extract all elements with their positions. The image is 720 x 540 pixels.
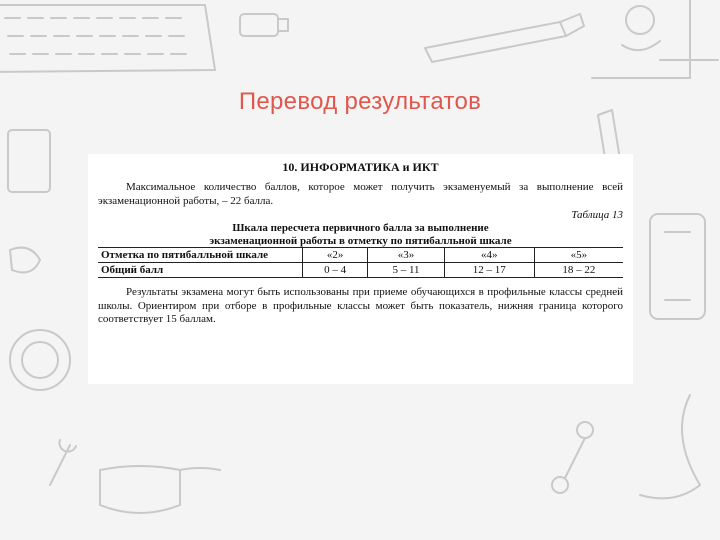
spoon-icon [50, 440, 76, 485]
results-usage-paragraph: Результаты экзамена могут быть использованы при приеме обучающихся в профильные классы средней школы. Ориентиром при отборе в профильные классы может быть показатель, нижняя граница которого соответствует 15 баллам. [98, 286, 623, 325]
grade-cell: «2» [303, 248, 368, 263]
score-range-cell: 12 – 17 [444, 263, 534, 278]
section-title: 10. ИНФОРМАТИКА и ИКТ [282, 160, 439, 174]
slide-title: Перевод результатов [238, 88, 482, 115]
table-caption [98, 222, 623, 247]
notebook-icon [592, 0, 690, 78]
row-header-grade: Отметка по пятибалльной шкале [98, 248, 303, 263]
table-number: Таблица 13 [571, 209, 623, 221]
table-row [98, 248, 623, 263]
tablet-icon [8, 130, 50, 192]
score-range-cell: 0 – 4 [303, 263, 368, 278]
table-caption-line: экзаменационной работы в отметку по пятибалльной шкале [209, 234, 512, 247]
phone-icon [650, 214, 705, 319]
score-range-cell: 18 – 22 [534, 263, 623, 278]
table-row [98, 263, 623, 278]
earphone-icon [577, 422, 593, 438]
table-caption-line: Шкала пересчета первичного балла за выполнение [232, 222, 489, 234]
document-scan [88, 154, 633, 384]
keyboard-icon [0, 5, 215, 72]
grade-cell: «4» [444, 248, 534, 263]
row-header-score: Общий балл [98, 263, 303, 278]
leaf-icon [10, 248, 40, 273]
grade-cell: «5» [534, 248, 623, 263]
max-score-paragraph: Максимальное количество баллов, которое может получить экзаменуемый за выполнение всей экзаменационной работы, – 22 балла. [98, 181, 623, 207]
usb-stick-icon [240, 14, 288, 36]
score-range-cell: 5 – 11 [368, 263, 445, 278]
grade-cell: «3» [368, 248, 445, 263]
earphones-cable-icon [640, 395, 700, 498]
score-conversion-table [98, 247, 623, 278]
pen-icon [425, 14, 584, 62]
coffee-cup-icon [10, 330, 70, 390]
glasses-icon [100, 466, 220, 513]
